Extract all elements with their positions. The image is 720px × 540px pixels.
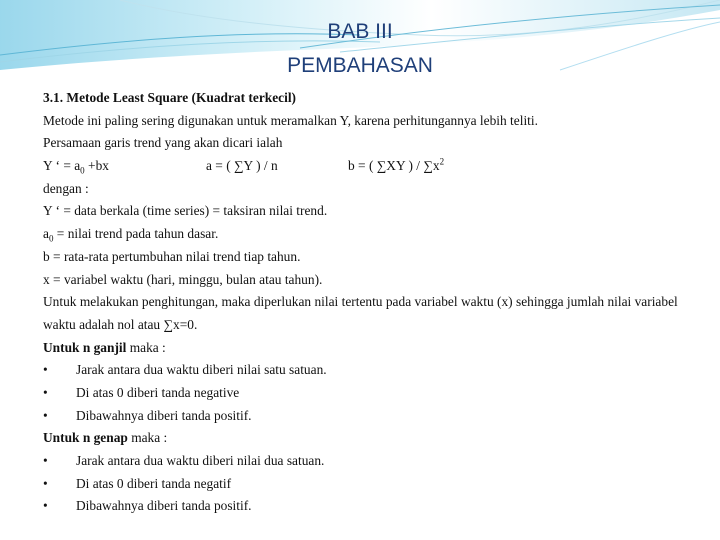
list-item: • Di atas 0 diberi tanda negatif	[43, 473, 683, 496]
definition-a0: $a_0$ = nilai trend pada tahun dasar.	[43, 226, 219, 244]
definition-x: x = variabel waktu (hari, minggu, bulan atau tahun).	[43, 271, 323, 287]
bullet-icon: •	[43, 407, 48, 423]
paragraph-calculation: Untuk melakukan penghitungan, maka diperlukan nilai tertentu pada variabel waktu (x) sehingga jumlah nilai variabel waktu adalah nol atau ∑x=0.	[43, 294, 678, 332]
equation-trend: Y ‘ = $a_0 +bx$	[43, 158, 109, 176]
list-item: • Dibawahnya diberi tanda positif.	[43, 495, 683, 518]
genap-heading: Untuk n genap maka :	[43, 430, 168, 446]
bullet-icon: •	[43, 384, 48, 400]
definition-b: b = rata-rata pertumbuhan nilai trend tiap tahun.	[43, 248, 301, 264]
paragraph-equation-intro: Persamaan garis trend yang akan dicari ialah	[43, 135, 283, 151]
paragraph-intro: Metode ini paling sering digunakan untuk meramalkan Y, karena perhitungannya lebih teliti.	[43, 112, 538, 128]
equation-b: b = ( ∑XY ) / $\sum x^2$	[348, 156, 445, 174]
bullet-icon: •	[43, 475, 48, 491]
bullet-icon: •	[43, 362, 48, 378]
bullet-icon: •	[43, 498, 48, 514]
slide-title-line1: BAB III	[327, 20, 393, 43]
section-heading: 3.1. Metode Least Square (Kuadrat terkecil)	[43, 90, 297, 105]
ganjil-heading: Untuk n ganjil maka :	[43, 339, 166, 355]
list-item: • Jarak antara dua waktu diberi nilai satu satuan.	[43, 359, 683, 382]
equation-a: a = ( ∑Y ) / n	[206, 158, 278, 174]
slide-body	[43, 87, 683, 518]
list-item: • Dibawahnya diberi tanda positif.	[43, 405, 683, 428]
equation-line	[43, 155, 683, 178]
dengan-label: dengan :	[43, 180, 89, 196]
definition-y: Y ‘ = data berkala (time series) = taksiran nilai trend.	[43, 203, 328, 219]
list-item: • Jarak antara dua waktu diberi nilai dua satuan.	[43, 450, 683, 473]
bullet-icon: •	[43, 453, 48, 469]
list-item: • Di atas 0 diberi tanda negative	[43, 382, 683, 405]
slide-title-line2: PEMBAHASAN	[287, 54, 433, 77]
